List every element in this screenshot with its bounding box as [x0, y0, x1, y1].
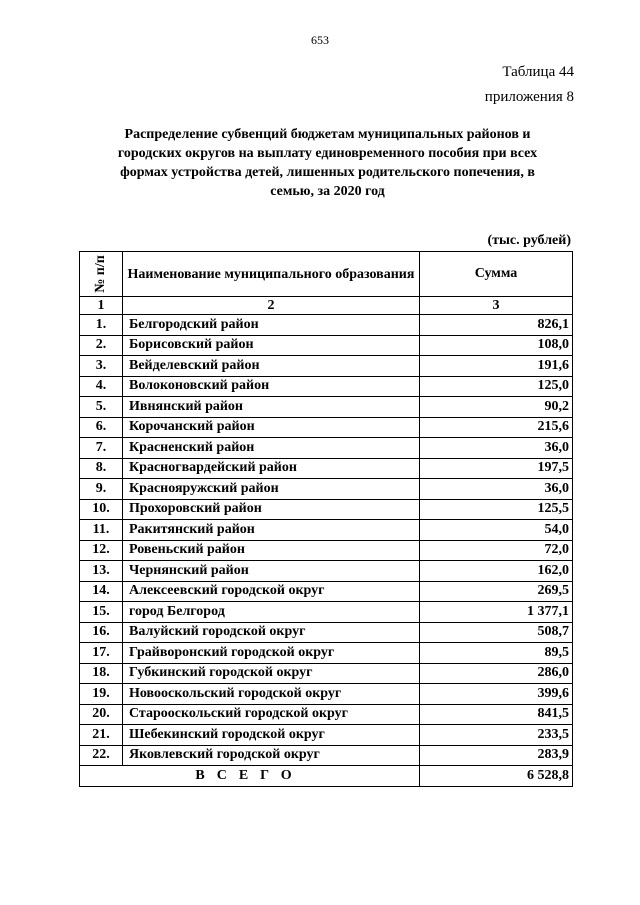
row-number: 16.	[80, 622, 123, 643]
row-number: 21.	[80, 725, 123, 746]
column-index-row	[80, 297, 573, 315]
municipality-name: Ровеньский район	[123, 540, 420, 561]
table-row	[80, 458, 573, 479]
subvention-amount: 1 377,1	[420, 602, 573, 623]
row-number: 6.	[80, 417, 123, 438]
municipality-name: Белгородский район	[123, 315, 420, 336]
row-number: 7.	[80, 438, 123, 459]
subvention-amount: 162,0	[420, 561, 573, 582]
table-row	[80, 397, 573, 418]
municipality-name: Красненский район	[123, 438, 420, 459]
row-number: 5.	[80, 397, 123, 418]
table-row	[80, 622, 573, 643]
table-body	[80, 315, 573, 766]
row-number: 1.	[80, 315, 123, 336]
row-number: 11.	[80, 520, 123, 541]
table-row	[80, 417, 573, 438]
table-ref-number: Таблица 44	[502, 64, 574, 80]
municipality-name: Ракитянский район	[123, 520, 420, 541]
table-row	[80, 684, 573, 705]
subvention-amount: 72,0	[420, 540, 573, 561]
subvention-table	[79, 251, 573, 787]
municipality-name: Вейделевский район	[123, 356, 420, 377]
row-number: 4.	[80, 376, 123, 397]
row-number: 20.	[80, 704, 123, 725]
municipality-name: Ивнянский район	[123, 397, 420, 418]
subvention-amount: 36,0	[420, 438, 573, 459]
row-number: 9.	[80, 479, 123, 500]
row-number: 12.	[80, 540, 123, 561]
subvention-amount: 826,1	[420, 315, 573, 336]
subvention-amount: 89,5	[420, 643, 573, 664]
row-number: 19.	[80, 684, 123, 705]
row-number: 15.	[80, 602, 123, 623]
table-row	[80, 745, 573, 766]
table-row	[80, 663, 573, 684]
municipality-name: Старооскольский городской округ	[123, 704, 420, 725]
subvention-amount: 197,5	[420, 458, 573, 479]
row-number: 10.	[80, 499, 123, 520]
municipality-name: Борисовский район	[123, 335, 420, 356]
table-row	[80, 704, 573, 725]
column-index: 2	[123, 297, 420, 315]
municipality-name: Волоконовский район	[123, 376, 420, 397]
municipality-name: Грайворонский городской округ	[123, 643, 420, 664]
subvention-amount: 36,0	[420, 479, 573, 500]
row-number: 14.	[80, 581, 123, 602]
subvention-amount: 108,0	[420, 335, 573, 356]
table-row	[80, 540, 573, 561]
row-number: 2.	[80, 335, 123, 356]
units-label: (тыс. рублей)	[487, 233, 571, 248]
table-row	[80, 356, 573, 377]
document-title: Распределение субвенций бюджетам муниципальных районов и городских округов на выплату единовременного пособия при всех формах устройства детей, лишенных родительского попечения, в семью, за 2020 год	[117, 127, 538, 199]
header-sum: Сумма	[420, 252, 573, 297]
municipality-name: Губкинский городской округ	[123, 663, 420, 684]
table-row	[80, 438, 573, 459]
row-number: 8.	[80, 458, 123, 479]
subvention-amount: 54,0	[420, 520, 573, 541]
header-num	[80, 252, 123, 297]
table-row	[80, 643, 573, 664]
row-number: 18.	[80, 663, 123, 684]
table-row	[80, 561, 573, 582]
municipality-name: Новооскольский городской округ	[123, 684, 420, 705]
municipality-name: Красногвардейский район	[123, 458, 420, 479]
subvention-amount: 399,6	[420, 684, 573, 705]
table-row	[80, 335, 573, 356]
subvention-amount: 283,9	[420, 745, 573, 766]
municipality-name: Валуйский городской округ	[123, 622, 420, 643]
column-index: 3	[420, 297, 573, 315]
municipality-name: город Белгород	[123, 602, 420, 623]
header-num-label: № п/п	[93, 255, 108, 293]
municipality-name: Яковлевский городской округ	[123, 745, 420, 766]
table-row	[80, 725, 573, 746]
municipality-name: Краснояружский район	[123, 479, 420, 500]
table-row	[80, 499, 573, 520]
table-header-row	[80, 252, 573, 297]
subvention-amount: 215,6	[420, 417, 573, 438]
subvention-amount: 125,5	[420, 499, 573, 520]
header-name: Наименование муниципального образования	[123, 252, 420, 297]
municipality-name: Корочанский район	[123, 417, 420, 438]
municipality-name: Чернянский район	[123, 561, 420, 582]
table-row	[80, 376, 573, 397]
table-row	[80, 520, 573, 541]
row-number: 3.	[80, 356, 123, 377]
total-row	[80, 766, 573, 787]
municipality-name: Шебекинский городской округ	[123, 725, 420, 746]
subvention-amount: 233,5	[420, 725, 573, 746]
municipality-name: Прохоровский район	[123, 499, 420, 520]
subvention-amount: 286,0	[420, 663, 573, 684]
row-number: 13.	[80, 561, 123, 582]
subvention-amount: 841,5	[420, 704, 573, 725]
row-number: 17.	[80, 643, 123, 664]
row-number: 22.	[80, 745, 123, 766]
subvention-amount: 508,7	[420, 622, 573, 643]
table-row	[80, 315, 573, 336]
column-index: 1	[80, 297, 123, 315]
subvention-amount: 191,6	[420, 356, 573, 377]
subvention-amount: 269,5	[420, 581, 573, 602]
table-ref-appendix: приложения 8	[484, 89, 574, 105]
municipality-name: Алексеевский городской округ	[123, 581, 420, 602]
subvention-amount: 125,0	[420, 376, 573, 397]
subvention-amount: 90,2	[420, 397, 573, 418]
table-row	[80, 602, 573, 623]
total-label: ВСЕГО	[80, 766, 420, 787]
table-row	[80, 581, 573, 602]
page-number: 653	[311, 33, 329, 47]
total-sum: 6 528,8	[420, 766, 573, 787]
table-row	[80, 479, 573, 500]
